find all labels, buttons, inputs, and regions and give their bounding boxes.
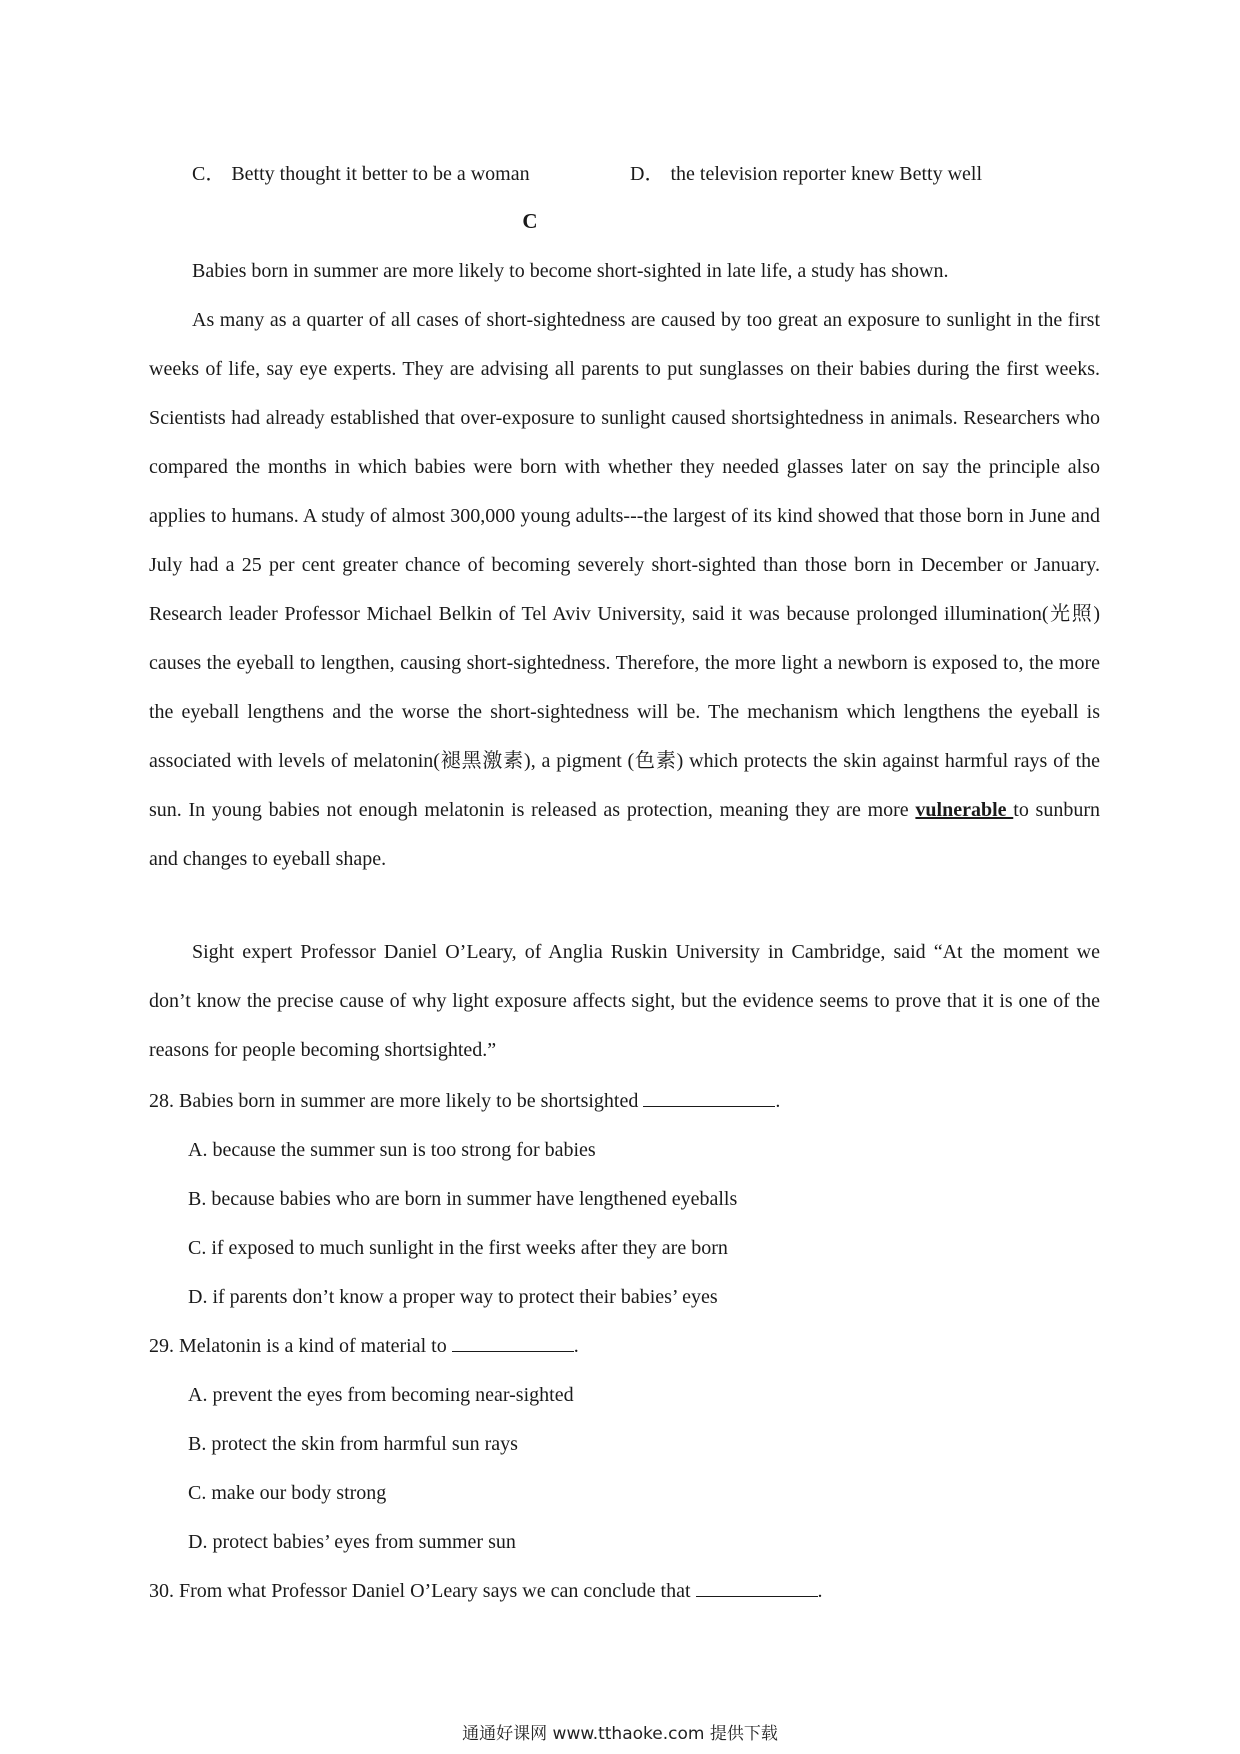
prev-option-c-letter: C． [192, 163, 226, 185]
question-29-stem: 29. Melatonin is a kind of material to [149, 1335, 447, 1357]
q28-option-a: A. because the summer sun is too strong for babies [188, 1139, 596, 1161]
question-29-end: . [573, 1335, 579, 1357]
passage-paragraph-2 [149, 296, 1100, 884]
prev-option-d-text: the television reporter knew Betty well [670, 163, 983, 185]
answer-blank-29[interactable] [452, 1333, 574, 1352]
prev-option-c-text: Betty thought it better to be a woman [231, 163, 530, 185]
section-letter: C [522, 209, 538, 233]
question-30-stem: 30. From what Professor Daniel O’Leary says we can conclude that [149, 1580, 691, 1602]
q29-option-b: B. protect the skin from harmful sun rays [188, 1433, 518, 1455]
vocab-word-vulnerable: vulnerable [915, 799, 1014, 821]
prev-option-c [192, 161, 530, 187]
question-28-end: . [775, 1090, 781, 1112]
answer-blank-30[interactable] [696, 1578, 818, 1597]
page-footer: 通通好课网 www.tthaoke.com 提供下载 [462, 1724, 778, 1744]
prev-option-d [630, 161, 982, 187]
passage-paragraph-2-tail: to sunburn and changes to eyeball shape. [149, 799, 1101, 870]
question-30 [149, 1578, 823, 1604]
q29-option-d: D. protect babies’ eyes from summer sun [188, 1531, 516, 1553]
question-28-stem: 28. Babies born in summer are more likely to be shortsighted [149, 1090, 639, 1112]
passage-paragraph-3: Sight expert Professor Daniel O’Leary, of Anglia Ruskin University in Cambridge, said “At the moment we don’t know the precise cause of why light exposure affects sight, but the evidence seems to prove that it is one of the reasons for people becoming shortsighted.” [149, 941, 1100, 1061]
prev-option-d-letter: D． [630, 163, 665, 185]
answer-blank-28[interactable] [643, 1088, 775, 1107]
q28-option-c: C. if exposed to much sunlight in the first weeks after they are born [188, 1237, 728, 1259]
question-29 [149, 1333, 579, 1359]
passage-paragraph-2-text: As many as a quarter of all cases of short-sightedness are caused by too great an exposure to sunlight in the first weeks of life, say eye experts. They are advising all parents to put sunglasses on their babies during the first weeks. Scientists had already established that over-exposure to sunlight caused shortsightedness in animals. Researchers who compared the months in which babies were born with whether they needed glasses later on say the principle also applies to humans. A study of almost 300,000 young adults---the largest of its kind showed that those born in June and July had a 25 per cent greater chance of becoming severely short-sighted than those born in December or January. Research leader Professor Michael Belkin of Tel Aviv University, said it was because prolonged illumination(光照) causes the eyeball to lengthen, causing short-sightedness. Therefore, the more light a newborn is exposed to, the more the eyeball lengthens and the worse the short-sightedness will be. The mechanism which lengthens the eyeball is associated with levels of melatonin(褪黑激素), a pigment (色素) which protects the skin against harmful rays of the sun. In young babies not enough melatonin is released as protection, meaning they are more [149, 309, 1100, 821]
passage-paragraph-1: Babies born in summer are more likely to become short-sighted in late life, a study has shown. [192, 260, 949, 282]
question-28 [149, 1088, 780, 1114]
q29-option-c: C. make our body strong [188, 1482, 387, 1504]
q29-option-a: A. prevent the eyes from becoming near-sighted [188, 1384, 574, 1406]
q28-option-d: D. if parents don’t know a proper way to protect their babies’ eyes [188, 1286, 718, 1308]
q28-option-b: B. because babies who are born in summer have lengthened eyeballs [188, 1188, 738, 1210]
question-30-end: . [817, 1580, 823, 1602]
